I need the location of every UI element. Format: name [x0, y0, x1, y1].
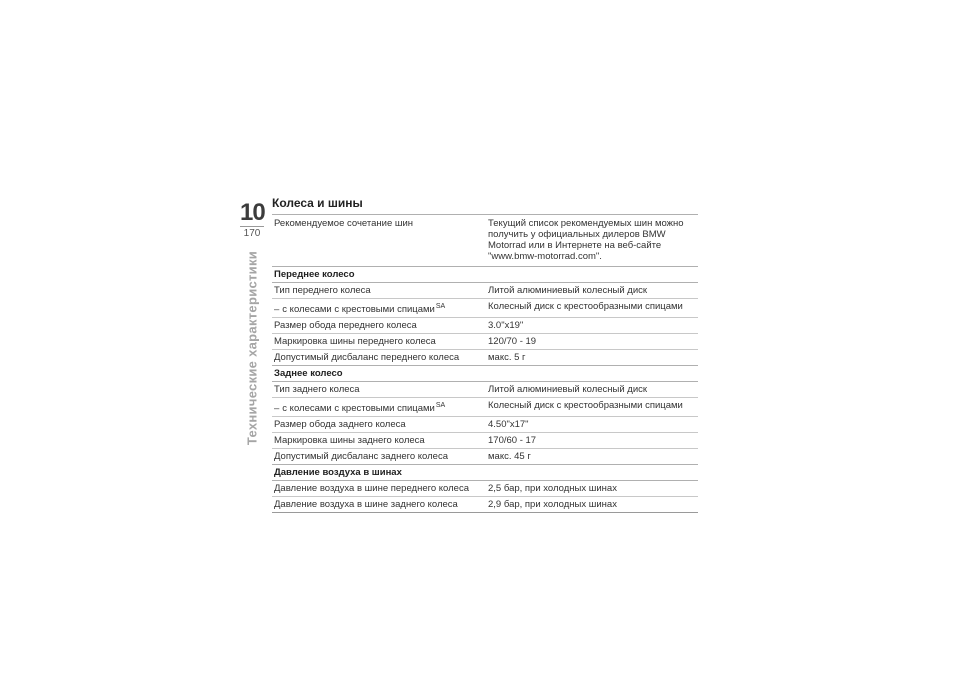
sa-superscript: SA: [435, 303, 446, 310]
chapter-number: 10: [240, 199, 265, 226]
table-row: [272, 382, 698, 398]
table-row: [272, 481, 698, 497]
row-value: Литой алюминиевый колесный диск: [488, 285, 648, 296]
row-value: 170/60 - 17: [488, 435, 537, 446]
row-label: Допустимый дисбаланс переднего колеса: [274, 352, 460, 363]
row-label: Давление воздуха в шине переднего колеса: [274, 483, 469, 494]
row-value: Текущий список рекомендуемых шин можно получить у официальных дилеров BMW Motorrad или в Интернете на веб-сайте "www.bmw-motorrad.com".: [488, 218, 684, 262]
table-row: [272, 350, 698, 366]
row-label: Размер обода переднего колеса: [274, 320, 417, 331]
heading-label: Заднее колесо: [274, 368, 343, 379]
heading-label: Давление воздуха в шинах: [274, 467, 402, 478]
section-title: Колеса и шины: [272, 196, 363, 210]
row-label: Маркировка шины заднего колеса: [274, 435, 425, 446]
section-heading-rear-wheel: [272, 366, 698, 382]
row-label: Допустимый дисбаланс заднего колеса: [274, 451, 448, 462]
row-label: Рекомендуемое сочетание шин: [274, 218, 414, 229]
row-value: 3.0"x19": [488, 320, 524, 331]
row-label: Тип заднего колеса: [274, 384, 360, 395]
row-value: макс. 45 г: [488, 451, 531, 462]
table-row: [272, 449, 698, 465]
table-row: [272, 334, 698, 350]
row-label: Размер обода заднего колеса: [274, 419, 406, 430]
table-row: [272, 398, 698, 417]
row-value: Литой алюминиевый колесный диск: [488, 384, 648, 395]
spoke-option-label: с колесами с крестовыми спицами: [282, 304, 435, 315]
row-value: 2,9 бар, при холодных шинах: [488, 499, 617, 510]
row-label: Давление воздуха в шине заднего колеса: [274, 499, 458, 510]
table-row: [272, 433, 698, 449]
spoke-option-label: с колесами с крестовыми спицами: [282, 403, 435, 414]
table-row: [272, 215, 698, 267]
row-value: Колесный диск с крестообразными спицами: [488, 301, 683, 312]
row-label: [272, 299, 486, 317]
table-row: [272, 497, 698, 513]
heading-label: Переднее колесо: [274, 269, 355, 280]
dash-bullet: –: [274, 403, 280, 414]
table-row: [272, 283, 698, 299]
row-value: Колесный диск с крестообразными спицами: [488, 400, 683, 411]
row-value: 2,5 бар, при холодных шинах: [488, 483, 617, 494]
table-row: [272, 318, 698, 334]
row-value: макс. 5 г: [488, 352, 526, 363]
spec-table: [272, 214, 698, 513]
chapter-title-vertical: Технические характеристики: [244, 250, 260, 446]
row-value: 120/70 - 19: [488, 336, 537, 347]
row-label: [272, 398, 486, 416]
row-value: 4.50"x17": [488, 419, 529, 430]
table-row: [272, 417, 698, 433]
table-row: [272, 299, 698, 318]
section-heading-tire-pressure: [272, 465, 698, 481]
dash-bullet: –: [274, 304, 280, 315]
section-heading-front-wheel: [272, 267, 698, 283]
row-label: Маркировка шины переднего колеса: [274, 336, 436, 347]
sa-superscript: SA: [435, 402, 446, 409]
row-label: Тип переднего колеса: [274, 285, 371, 296]
page-number: 170: [240, 226, 264, 239]
